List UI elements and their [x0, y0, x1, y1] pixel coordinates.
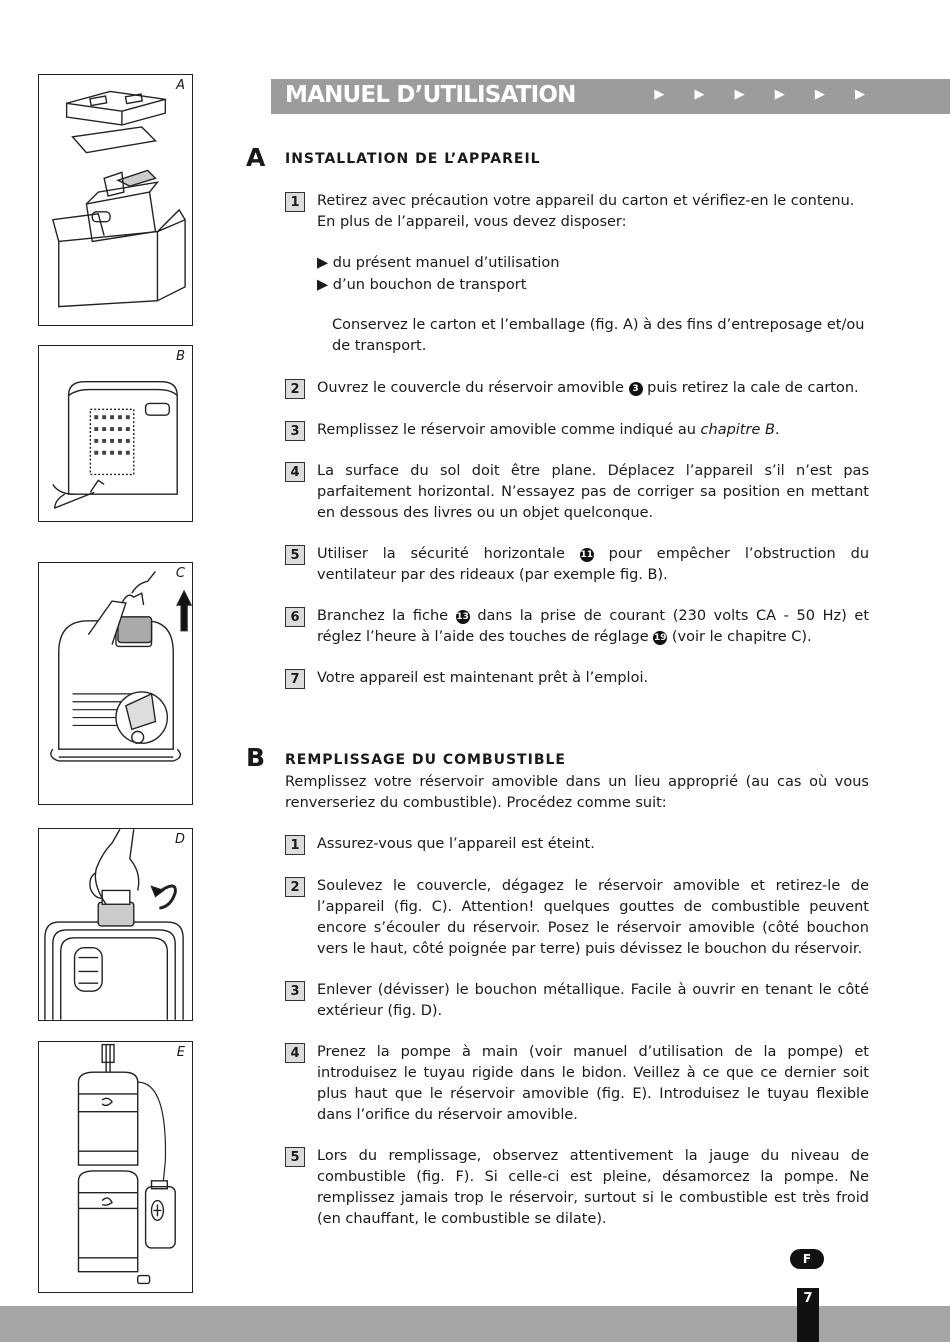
step-text: Enlever (dévisser) le bouchon métallique. Facile à ouvrir en tenant le côté extérieur (fig. D). — [317, 982, 869, 1019]
note-text: Conservez le carton et l’emballage (fig. A) à des fins d’entreposage et/ou de transport. — [332, 317, 865, 354]
section-letter-b: B — [246, 743, 266, 772]
reference-badge: 3 — [629, 382, 643, 396]
step-text: Utiliser la sécurité horizontale 11 pour empêcher l’obstruction du ventilateur par des rideaux (par exemple fig. B). — [317, 546, 870, 583]
figure-c — [38, 562, 193, 805]
step-number: 5 — [285, 545, 305, 565]
step-text: Prenez la pompe à main (voir manuel d’utilisation de la pompe) et introduisez le tuyau rigide dans le bidon. Veillez à ce que ce dernier soit plus haut que le réservoir amovible (fig. E). Introduisez le tuyau flexible dans l’orifice du réservoir amovible. — [317, 1044, 869, 1123]
box-unpacking-illustration — [39, 75, 192, 325]
step-text: Ouvrez le couvercle du réservoir amovible 3 puis retirez la cale de carton. — [317, 380, 859, 396]
step-text: Retirez avec précaution votre appareil du carton et vérifiez-en le contenu. — [317, 193, 855, 209]
reference-badge: 19 — [654, 633, 667, 643]
figure-label: E — [176, 1045, 185, 1060]
step-number: 2 — [285, 877, 305, 897]
step-text: La surface du sol doit être plane. Déplacez l’appareil s’il n’est pas parfaitement horizontal. N’essayez pas de corriger sa position en mettant en dessous des livres ou un objet quelconque. — [317, 463, 869, 521]
section-title-a: INSTALLATION DE L’APPAREIL — [285, 151, 541, 167]
list-item: ▶ du présent manuel d’utilisation — [317, 255, 560, 271]
heater-back-illustration — [39, 346, 192, 521]
figure-label: A — [176, 78, 185, 93]
step-number: 4 — [285, 1043, 305, 1063]
figure-label: B — [176, 349, 185, 364]
reference-badge: 13 — [456, 612, 469, 622]
step-number: 7 — [285, 669, 305, 689]
arrow-decoration: ▶ ▶ ▶ ▶ ▶ ▶ — [654, 87, 878, 102]
step-text: Assurez-vous que l’appareil est éteint. — [317, 836, 595, 852]
section-intro: Remplissez votre réservoir amovible dans un lieu approprié (au cas où vous renverseriez du combustible). Procédez comme suit: — [285, 774, 869, 811]
language-badge: F — [790, 1249, 824, 1269]
page-number: 7 — [797, 1288, 819, 1342]
figure-label: C — [175, 566, 185, 581]
pump-filling-illustration — [39, 1042, 192, 1292]
figure-d — [38, 828, 193, 1021]
step-number: 4 — [285, 462, 305, 482]
step-number: 5 — [285, 1147, 305, 1167]
step-text: Votre appareil est maintenant prêt à l’emploi. — [317, 670, 649, 686]
step-number: 2 — [285, 379, 305, 399]
figure-b — [38, 345, 193, 522]
step-text: Branchez la fiche 13 dans la prise de courant (230 volts CA - 50 Hz) et réglez l’heure à l’aide des touches de réglage 19 (voir le chapitre C). — [317, 608, 870, 645]
step-number: 1 — [285, 192, 305, 212]
page-title: MANUEL D’UTILISATION — [285, 82, 576, 108]
section-title-b: REMPLISSAGE DU COMBUSTIBLE — [285, 752, 566, 768]
figure-e — [38, 1041, 193, 1293]
step-text: Remplissez le réservoir amovible comme indiqué au chapitre B. — [317, 422, 780, 438]
step-note — [332, 315, 869, 357]
step-text: Soulevez le couvercle, dégagez le réservoir amovible et retirez-le de l’appareil (fig. C). Attention! quelques gouttes de combustible peuvent encore s’écouler du réservoir. Posez le réservoir amovible (côté bouchon vers le haut, côté poignée par terre) puis dévissez le bouchon du réservoir. — [317, 878, 869, 957]
list-item: ▶ d’un bouchon de transport — [317, 277, 527, 293]
figure-label: D — [174, 832, 185, 847]
tank-removal-illustration — [39, 563, 192, 804]
section-letter-a: A — [246, 143, 266, 172]
cap-unscrewing-illustration — [39, 829, 192, 1020]
reference-badge: 11 — [580, 550, 594, 560]
header-banner — [271, 79, 950, 114]
step-text: Lors du remplissage, observez attentivement la jauge du niveau de combustible (fig. F). Si celle-ci est pleine, désamorcez la pompe. Ne remplissez jamais trop le réservoir, surtout si le combustible est très froid (en chauffant, le combustible se dilate). — [317, 1148, 869, 1227]
figure-a — [38, 74, 193, 326]
step-number: 6 — [285, 607, 305, 627]
step-number: 1 — [285, 835, 305, 855]
step-text: En plus de l’appareil, vous devez disposer: — [317, 214, 627, 230]
step-number: 3 — [285, 421, 305, 441]
step-number: 3 — [285, 981, 305, 1001]
